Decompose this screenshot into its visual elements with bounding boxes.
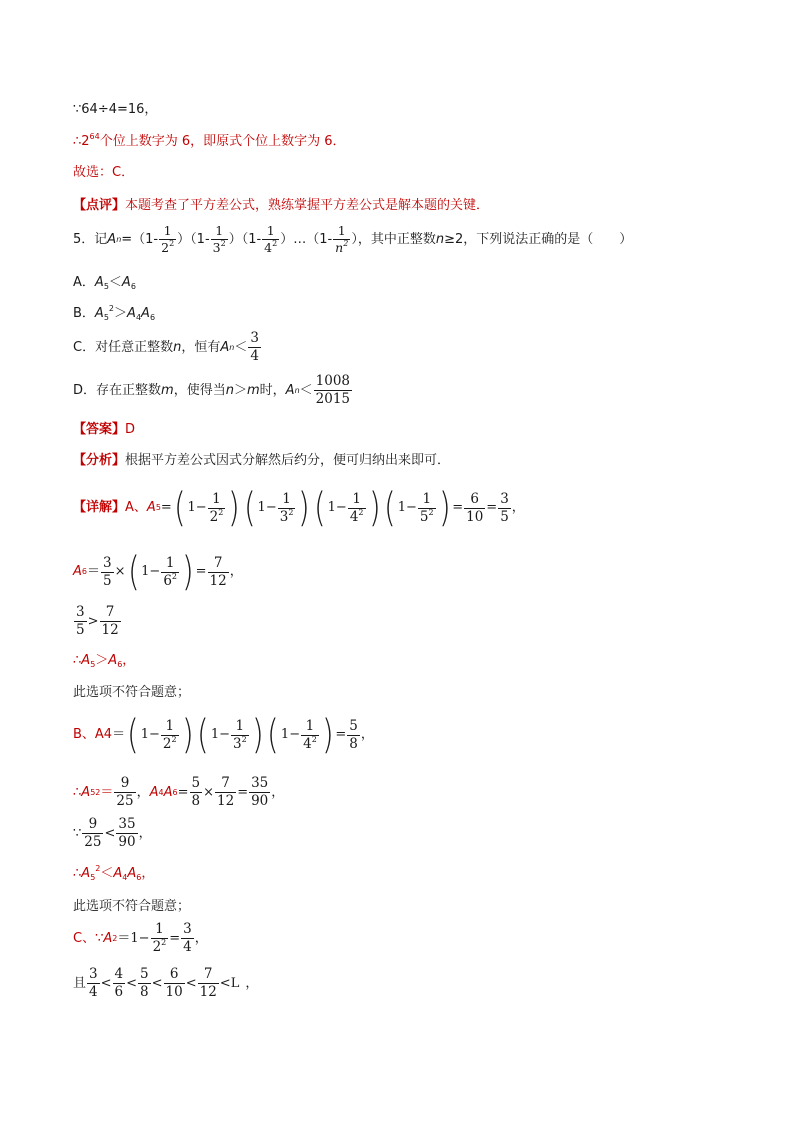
- var: A: [141, 306, 150, 321]
- var: A: [103, 930, 113, 946]
- analysis-text: 根据平方差公式因式分解然后约分，便可归纳出来即可．: [125, 453, 451, 468]
- option-a: [73, 274, 136, 292]
- text-line: [73, 684, 190, 702]
- fraction: [418, 491, 436, 526]
- num: 1: [266, 223, 275, 238]
- n: 1: [210, 727, 220, 742]
- eq: =: [452, 500, 464, 515]
- text: ），其中正整数: [351, 231, 436, 247]
- ellipsis: L: [230, 975, 240, 991]
- n: 1: [257, 500, 266, 515]
- detail-tag: 【详解】: [73, 500, 126, 515]
- exponent: 64: [89, 132, 100, 141]
- conclusion-line: [73, 865, 154, 883]
- num: 1: [215, 223, 224, 238]
- sub: 5: [103, 313, 109, 322]
- not-match-text: 此选项不符合题意；: [73, 685, 191, 700]
- op: −: [406, 500, 417, 515]
- fraction: [208, 555, 229, 590]
- text: ，使得当: [173, 382, 226, 398]
- answer-line: [73, 421, 135, 439]
- exp: 2: [95, 864, 101, 873]
- e: 2: [241, 734, 247, 744]
- analysis-tag: 【分析】: [73, 453, 126, 468]
- n: 1: [141, 564, 150, 579]
- num: 7: [221, 775, 230, 791]
- var: A: [146, 500, 156, 515]
- den: 8: [349, 735, 358, 752]
- num: 7: [213, 554, 223, 571]
- text-line: [73, 164, 134, 182]
- e: 2: [311, 734, 317, 744]
- den: 90: [118, 834, 136, 850]
- exp: 2: [108, 304, 115, 313]
- den: [262, 239, 279, 256]
- var: n: [225, 382, 234, 398]
- den: [278, 508, 296, 526]
- e: 2: [218, 507, 224, 517]
- b: 3: [233, 735, 242, 752]
- option-label: B．: [73, 306, 95, 321]
- comma: ，: [360, 727, 374, 742]
- fraction: [159, 223, 176, 256]
- var: A: [81, 653, 91, 668]
- paren: ): [321, 712, 334, 758]
- den-exp: 2: [343, 239, 349, 248]
- paren: ): [228, 485, 240, 531]
- b: 2: [162, 735, 172, 752]
- num: 3: [500, 490, 509, 507]
- eq: ＝: [87, 564, 101, 579]
- den: 12: [209, 572, 227, 589]
- fraction: [161, 718, 179, 753]
- sub: 6: [149, 313, 156, 322]
- not-match-text: 此选项不符合题意；: [73, 899, 191, 914]
- b: 3: [279, 508, 289, 525]
- var: A: [127, 306, 136, 321]
- var: A: [108, 653, 118, 668]
- den-base: 3: [212, 240, 221, 255]
- sym: ∴: [73, 866, 82, 881]
- num: 7: [203, 966, 213, 982]
- conclusion-text: 个位上数字为 6，即原式个位上数字为 6．: [99, 134, 346, 149]
- text: C．对任意正整数: [73, 339, 174, 355]
- den: 12: [199, 984, 217, 1000]
- den-exp: 2: [220, 239, 226, 248]
- comma: ，: [138, 825, 152, 841]
- answer-value: D: [125, 422, 136, 437]
- fraction: [262, 223, 279, 256]
- var: m: [161, 382, 174, 398]
- fraction: [348, 491, 366, 526]
- num: 35: [118, 816, 136, 832]
- sub: 5: [103, 282, 109, 291]
- op: −: [149, 727, 160, 742]
- den: 10: [165, 984, 183, 1000]
- num: 3: [103, 554, 112, 571]
- option-d: D．存在正整数 m ，使得当 n ＞ m 时， A n ＜ $\frac{1008}{2015}$: [73, 373, 351, 407]
- detail-b-3: [73, 816, 152, 851]
- n: 1: [280, 727, 290, 742]
- paren: (: [313, 485, 326, 531]
- var: m: [246, 382, 260, 398]
- den: 5: [103, 572, 112, 589]
- den: 6: [114, 984, 124, 1000]
- fraction: [161, 555, 179, 590]
- fraction: [181, 921, 194, 956]
- den: [161, 572, 179, 590]
- num: 35: [251, 775, 269, 791]
- rel: ＜: [234, 339, 248, 355]
- var: A: [127, 866, 137, 881]
- num: 1: [337, 223, 346, 238]
- paren: (: [243, 485, 256, 531]
- num: 1: [282, 490, 291, 507]
- var: A: [94, 275, 104, 290]
- op: >: [87, 613, 99, 629]
- var: A: [149, 784, 159, 800]
- e: 2: [171, 571, 177, 581]
- num: 1: [163, 223, 172, 238]
- den: 25: [116, 793, 134, 809]
- therefore-prefix: ∴2: [73, 134, 90, 149]
- fraction: [347, 718, 360, 753]
- den: 4: [183, 939, 192, 955]
- b: 4: [349, 508, 359, 525]
- comma: ，: [136, 784, 150, 800]
- sub: 5: [90, 873, 96, 882]
- rel: ＜: [108, 275, 122, 290]
- fraction: [74, 604, 87, 639]
- e: 2: [288, 507, 294, 517]
- op: −: [289, 727, 301, 742]
- op: <: [126, 975, 138, 991]
- paren: (: [197, 712, 209, 758]
- n: 1: [397, 500, 406, 515]
- fraction: [211, 223, 228, 256]
- paren: (: [173, 485, 186, 531]
- op: −: [335, 500, 347, 515]
- var-n: n: [435, 231, 445, 247]
- den: 4: [250, 348, 259, 364]
- op: <: [185, 975, 197, 991]
- sub: 5: [90, 660, 96, 669]
- num: 1: [305, 717, 315, 734]
- fraction: [278, 491, 296, 526]
- den-base: n: [335, 240, 344, 255]
- comma: ，: [245, 975, 259, 991]
- num: 3: [250, 330, 259, 346]
- fraction: [248, 330, 261, 365]
- fraction: [100, 604, 121, 639]
- paren: ): [251, 712, 264, 758]
- n: 1: [130, 930, 139, 946]
- eq: =: [177, 784, 189, 800]
- text: =（1-: [121, 231, 159, 247]
- because-line: ∵64÷4=16，: [73, 102, 158, 117]
- den: [301, 735, 319, 753]
- b: 2: [209, 508, 219, 525]
- answer-choice-text: 故选：C．: [73, 165, 135, 180]
- analysis-line: [73, 452, 450, 470]
- n: 1: [187, 500, 196, 515]
- comma: ，: [271, 784, 285, 800]
- fraction: [464, 491, 485, 526]
- fraction: [116, 816, 137, 851]
- num: 1: [165, 717, 175, 734]
- num: 1: [165, 554, 175, 571]
- eq: ＝: [100, 784, 114, 800]
- den: [208, 508, 226, 526]
- fraction: [208, 491, 226, 526]
- text: ≥2，下列说法正确的是（ ）: [444, 231, 633, 247]
- text: ）…（1-: [280, 231, 333, 247]
- fraction: [190, 775, 203, 810]
- op: <: [219, 975, 231, 991]
- var: A: [121, 275, 131, 290]
- option-b: [73, 305, 155, 323]
- paren: ): [181, 712, 194, 758]
- comma: ，: [511, 500, 525, 515]
- den: [151, 938, 169, 956]
- fraction: [215, 775, 236, 810]
- var: A: [113, 866, 123, 881]
- paren: (: [267, 712, 279, 758]
- op: ×: [203, 784, 214, 800]
- eq: =: [335, 727, 347, 742]
- num: 6: [470, 490, 479, 507]
- eq: ＝: [112, 727, 126, 742]
- var: A: [220, 339, 230, 355]
- label: C、∵: [73, 930, 104, 946]
- num: 1: [352, 490, 361, 507]
- den: [348, 508, 366, 526]
- eq: =: [486, 500, 498, 515]
- den: 25: [84, 834, 102, 850]
- num: 1: [155, 921, 164, 937]
- text: D．存在正整数: [73, 382, 162, 398]
- fraction: [231, 718, 249, 753]
- fraction: [314, 373, 352, 408]
- n: 1: [327, 500, 336, 515]
- fraction: [249, 775, 270, 810]
- den: 10: [466, 508, 484, 525]
- num: 4: [114, 966, 124, 982]
- sub: 4: [122, 873, 128, 882]
- fraction: [198, 966, 219, 1001]
- den: 8: [191, 793, 201, 809]
- paren: ): [298, 485, 311, 531]
- sub: 4: [135, 313, 142, 322]
- paren: ): [368, 485, 381, 531]
- detail-c: C、∵ A 2 ＝ 1 − $\frac{1}{2^2}$ = $\frac{3}{4}$ ，: [73, 921, 208, 955]
- detail-b: [73, 712, 374, 758]
- label: A、: [125, 500, 147, 515]
- fraction: [164, 966, 185, 1001]
- op: −: [265, 500, 277, 515]
- eq: =: [169, 930, 181, 946]
- den: [418, 508, 436, 526]
- b: 2: [152, 939, 162, 955]
- var: A: [81, 784, 91, 800]
- comment-tag: 【点评】: [73, 198, 126, 213]
- rel: ＞: [233, 382, 247, 398]
- var: A: [285, 382, 295, 398]
- num: 1: [422, 490, 432, 507]
- fraction: [138, 966, 151, 1001]
- comma: ，: [194, 930, 208, 946]
- rel: ＜: [100, 866, 114, 881]
- den: [161, 735, 179, 753]
- fraction: [333, 223, 350, 256]
- paren: (: [127, 712, 139, 758]
- num: 3: [89, 966, 98, 982]
- den: [211, 239, 228, 256]
- text: ）（1-: [228, 231, 262, 247]
- den: 4: [89, 984, 98, 1000]
- b: 4: [303, 735, 312, 752]
- eq: =: [195, 564, 207, 579]
- var: A: [163, 784, 173, 800]
- e: 2: [161, 938, 167, 947]
- paren: ): [438, 485, 451, 531]
- paren: ): [181, 549, 194, 595]
- num: 1008: [315, 373, 351, 389]
- fraction: [87, 966, 100, 1001]
- sym: ∵: [73, 825, 82, 841]
- detail-c-2: [73, 966, 258, 1001]
- comma: ，: [229, 564, 243, 579]
- den: [231, 735, 249, 753]
- den-base: 4: [264, 240, 273, 255]
- num: 5: [349, 717, 358, 734]
- num: 5: [191, 775, 201, 791]
- comma: ，: [122, 653, 136, 668]
- paren: (: [384, 485, 396, 531]
- op: <: [100, 975, 112, 991]
- label: B、A4: [73, 727, 113, 742]
- den: 12: [217, 793, 235, 809]
- op: −: [195, 500, 207, 515]
- den: 8: [140, 984, 149, 1000]
- fraction: [101, 555, 114, 590]
- var: A: [94, 306, 104, 321]
- num: 1: [212, 490, 221, 507]
- text: ）（1-: [177, 231, 210, 247]
- num: 5: [140, 966, 149, 982]
- option-c: C．对任意正整数 n ，恒有 A n ＜ $\frac{3}{4}$: [73, 330, 259, 364]
- den: 90: [251, 793, 269, 809]
- paren: (: [127, 549, 140, 595]
- den-exp: 2: [169, 239, 175, 248]
- detail-b-2: ∴ A 5 2 ＝ $\frac{9}{25}$ ， A 4 A 6 = $\frac{5}{8}$ × $\frac{7}{12}$ = $\frac{35}{90}$ ，: [73, 775, 285, 809]
- e: 2: [171, 734, 177, 744]
- sub: 6: [130, 282, 136, 291]
- text-line: [73, 133, 346, 151]
- var: A: [73, 564, 82, 579]
- den: 12: [101, 622, 119, 638]
- den: 5: [500, 508, 509, 525]
- op: <: [151, 975, 163, 991]
- compare-line: [73, 604, 122, 639]
- fraction: [151, 921, 169, 956]
- op: ×: [114, 564, 126, 579]
- question-5: 5．记 A n =（1- $\frac{1}{2^2}$ ）（1- $\frac{1}{3^2}$ ）（1- $\frac{1}{4^2}$ ）…（1- $\frac{1}{n^2}$ ），其中正整数 n ≥2，下列说法正确的是（ ）: [73, 223, 633, 255]
- b: 6: [163, 572, 172, 589]
- n: 1: [140, 727, 149, 742]
- fraction: [301, 718, 319, 753]
- op: −: [149, 564, 161, 579]
- den-exp: 2: [272, 239, 278, 248]
- den: 2015: [315, 391, 351, 407]
- num: 3: [76, 604, 85, 620]
- num: 6: [169, 966, 179, 982]
- text-line: [73, 101, 157, 119]
- sub: 6: [136, 873, 142, 882]
- var: n: [173, 339, 182, 355]
- comma: ，: [141, 866, 155, 881]
- eq: =: [237, 784, 249, 800]
- den-base: 2: [161, 240, 170, 255]
- rel: ＞: [114, 306, 128, 321]
- conclusion-line: [73, 652, 135, 670]
- and-text: 且: [73, 975, 87, 991]
- detail-a5: 【详解】 A、 A 5 = ( 1 − $\frac{1}{2^2}$ ) ( 1 − $\frac{1}{3^2}$ ) ( 1 − $\frac{1}{4^2}$ ) ( 1 − $\frac{1}{5^2}$ ) = $\frac{6}{10}$ = $\frac{3}{5}$ ，: [73, 485, 525, 531]
- op: <: [104, 825, 116, 841]
- num: 1: [235, 717, 245, 734]
- eq: =: [160, 500, 172, 515]
- rel: ＜: [299, 382, 313, 398]
- b: 5: [419, 508, 429, 525]
- option-label: A．: [73, 275, 95, 290]
- var-a: A: [107, 231, 117, 247]
- fraction: [498, 491, 511, 526]
- sym: ∴: [73, 784, 82, 800]
- comment-line: [73, 197, 489, 215]
- num: 9: [120, 775, 130, 791]
- op: −: [219, 727, 230, 742]
- eq: ＝: [117, 930, 131, 946]
- e: 2: [428, 507, 434, 517]
- num: 7: [105, 604, 115, 620]
- detail-a6: A 6 ＝ $\frac{3}{5}$ × ( 1 − $\frac{1}{6^2}$ ) = $\frac{7}{12}$ ，: [73, 549, 243, 595]
- den: [333, 239, 350, 256]
- e: 2: [358, 507, 364, 517]
- op: −: [138, 930, 150, 946]
- comment-text: 本题考查了平方差公式，熟练掌握平方差公式是解本题的关键．: [125, 198, 490, 213]
- fraction: [114, 775, 135, 810]
- text: 时，: [259, 382, 286, 398]
- text: ，恒有: [181, 339, 221, 355]
- rel: ＞: [95, 653, 109, 668]
- sym: ∴: [73, 653, 82, 668]
- answer-tag: 【答案】: [73, 422, 126, 437]
- var: A: [81, 866, 91, 881]
- fraction: [82, 816, 103, 851]
- den: [159, 239, 176, 256]
- num: 9: [88, 816, 98, 832]
- den: 5: [76, 622, 85, 638]
- text-line: [73, 898, 190, 916]
- question-number: 5．记: [73, 231, 108, 247]
- sub: 6: [117, 660, 123, 669]
- fraction: [113, 966, 126, 1001]
- num: 3: [183, 921, 192, 937]
